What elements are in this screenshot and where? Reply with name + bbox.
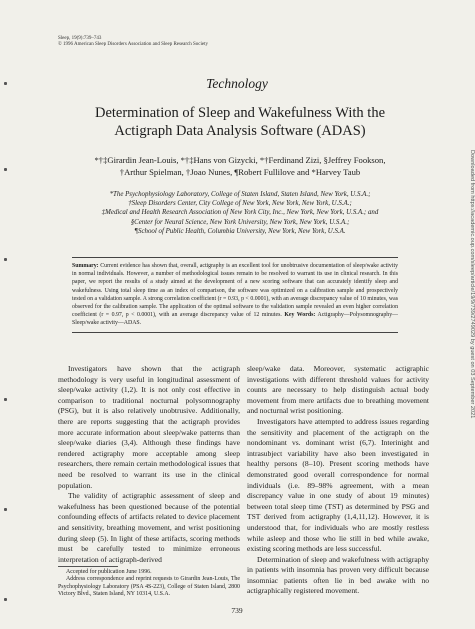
page-number: 739 <box>231 606 243 615</box>
affiliation: ¶School of Public Health, Columbia University, New York, New York, U.S.A. <box>134 227 346 235</box>
affiliation: †Sleep Disorders Center, City College of New York, New York, New York, U.S.A.; <box>128 200 352 208</box>
abstract-bottom-rule <box>72 332 398 333</box>
body-paragraph: sleep/wake data. Moreover, systematic actigraphic investigations with different threshold values for activity counts are necessary to help distinguish actual body movement from mere artifacts due to breathing movement and nocturnal wrist positioning. <box>247 364 429 416</box>
keywords-label: Key Words: <box>284 312 316 319</box>
affiliation: §Center for Neural Science, New York University, New York, New York, U.S.A.; <box>130 218 350 226</box>
journal-citation: Sleep, 19(9):739–743 <box>58 36 102 41</box>
section-heading: Technology <box>206 76 268 91</box>
paper-title <box>40 104 440 140</box>
footnotes <box>58 569 240 598</box>
abstract-summary <box>72 262 398 328</box>
title-line-1: Determination of Sleep and Wakefulness With the <box>94 105 386 121</box>
journal-header <box>58 36 208 49</box>
body-column-left <box>58 364 240 565</box>
scan-mark <box>4 398 7 401</box>
scan-mark <box>4 258 7 261</box>
body-paragraph: The validity of actigraphic assessment of sleep and wakefulness has been questioned because of the potential confounding effects of artifacts related to device placement and sensitivity, breathing movement, and wrist positioning during sleep (5). In light of these artifacts, scoring methods must be carefully tested to minimize erroneous interpretation of actigraph-derived <box>58 491 240 564</box>
body-paragraph: Investigators have shown that the actigraph methodology is very useful in longitudinal assessment of sleep/wake activity (1,2). It is not only cost effective in comparison to traditional nocturnal polysomnography (PSG), but it is also relatively unobtrusive. Additionally, there are reports suggesting that the actigraph provides more accurate information about sleep/wake patterns than sleep/wake diaries (3,4). Although these findings have rendered actigraphy more acceptable among sleep researchers, there remain certain methodological issues that need be resolved to warrant its use in the clinical population. <box>58 364 240 490</box>
summary-text: Current evidence has shown that, overall, actigraphy is an excellent tool for unobtrusive documentation of sleep/wake activity in normal individuals. However, a number of methodological issues remain to be resolved to warrant its use in clinical research. In this paper, we report the results of a study aimed at the development of a new scoring software that can accurately identify sleep and wakefulness. Using total sleep time as an index of comparison, the software was optimized on a calibration sample and prospectively tested on a validation sample. A strong correlation coefficient (r = 0.93, p < 0.0001), with an average discrepancy value of 10 minutes, was observed for the calibration sample. The application of the optimal software to the validation sample revealed an even higher correlation coefficient (r = 0.97, p < 0.0001), with an average discrepancy value of 12 minutes. <box>72 263 398 319</box>
journal-copyright: © 1996 American Sleep Disorders Association and Sleep Research Society <box>58 42 209 48</box>
affiliation: ‡Medical and Health Research Association of New York City, Inc., New York, New York, U.S.A.; and <box>101 209 379 217</box>
scan-mark <box>4 508 7 511</box>
authors-line-2: †Arthur Spielman, †Joao Nunes, ¶Robert Fullilove and *Harvey Taub <box>119 166 361 177</box>
abstract-top-rule <box>72 257 398 258</box>
body-column-right <box>247 364 429 597</box>
body-paragraph: Investigators have attempted to address issues regarding the sensitivity and placement of the actigraph on the nondominant vs. dominant wrist (6,7). Interinight and intrasubject variability have also been investigated in healthy persons (8–10). Present scoring methods have demonstrated good overall correspondence for normal individuals (i.e. 89–98% agreement, with a mean discrepancy value in one study of about 19 minutes) between total sleep time (TST) as determined by PSG and TST derived from actigraphy (1,4,11,12). However, it is understood that, for individuals who are mostly restless while asleep and those who lie still in bed while awake, existing scoring methods are less successful. <box>247 416 429 554</box>
keywords-text: Actigraphy—Polysomnography—Sleep/wake activity—ADAS. <box>72 312 398 327</box>
affiliation: *The Psychophysiology Laboratory, College of Staten Island, Staten Island, New York, U.S.A.; <box>109 191 371 198</box>
scan-mark <box>4 82 7 85</box>
title-line-2: Actigraph Data Analysis Software (ADAS) <box>114 123 366 139</box>
footnote-rule <box>58 566 118 567</box>
download-watermark: Downloaded from https://academic.oup.com/sleep/article/19/9/739/2749029 by guest on 03 September 2021 <box>469 150 475 419</box>
footnote: Accepted for publication June 1996. <box>66 569 152 575</box>
authors-line-1: *†‡Girardin Jean-Louis, *†‡Hans von Gizycki, *†Ferdinand Zizi, §Jeffrey Fookson, <box>94 155 386 165</box>
author-list <box>40 155 440 178</box>
summary-label: Summary: <box>72 263 99 269</box>
body-paragraph: Determination of sleep and wakefulness with actigraphy in patients with insomnia has proven very difficult because insomniac patients often lie in bed awake with no actigraphically registered movement. <box>247 554 429 596</box>
scan-mark <box>4 168 7 171</box>
footnote: Address correspondence and reprint requests to Girardin Jean-Louis, The Psychophysiology Laboratory (PSA 4S-223), College of Staten Island, 2800 Victory Blvd., Staten Island, NY 10314, U.S.A. <box>58 576 240 597</box>
abstract-block <box>72 257 398 333</box>
scan-mark <box>4 598 7 601</box>
affiliations <box>48 190 432 236</box>
